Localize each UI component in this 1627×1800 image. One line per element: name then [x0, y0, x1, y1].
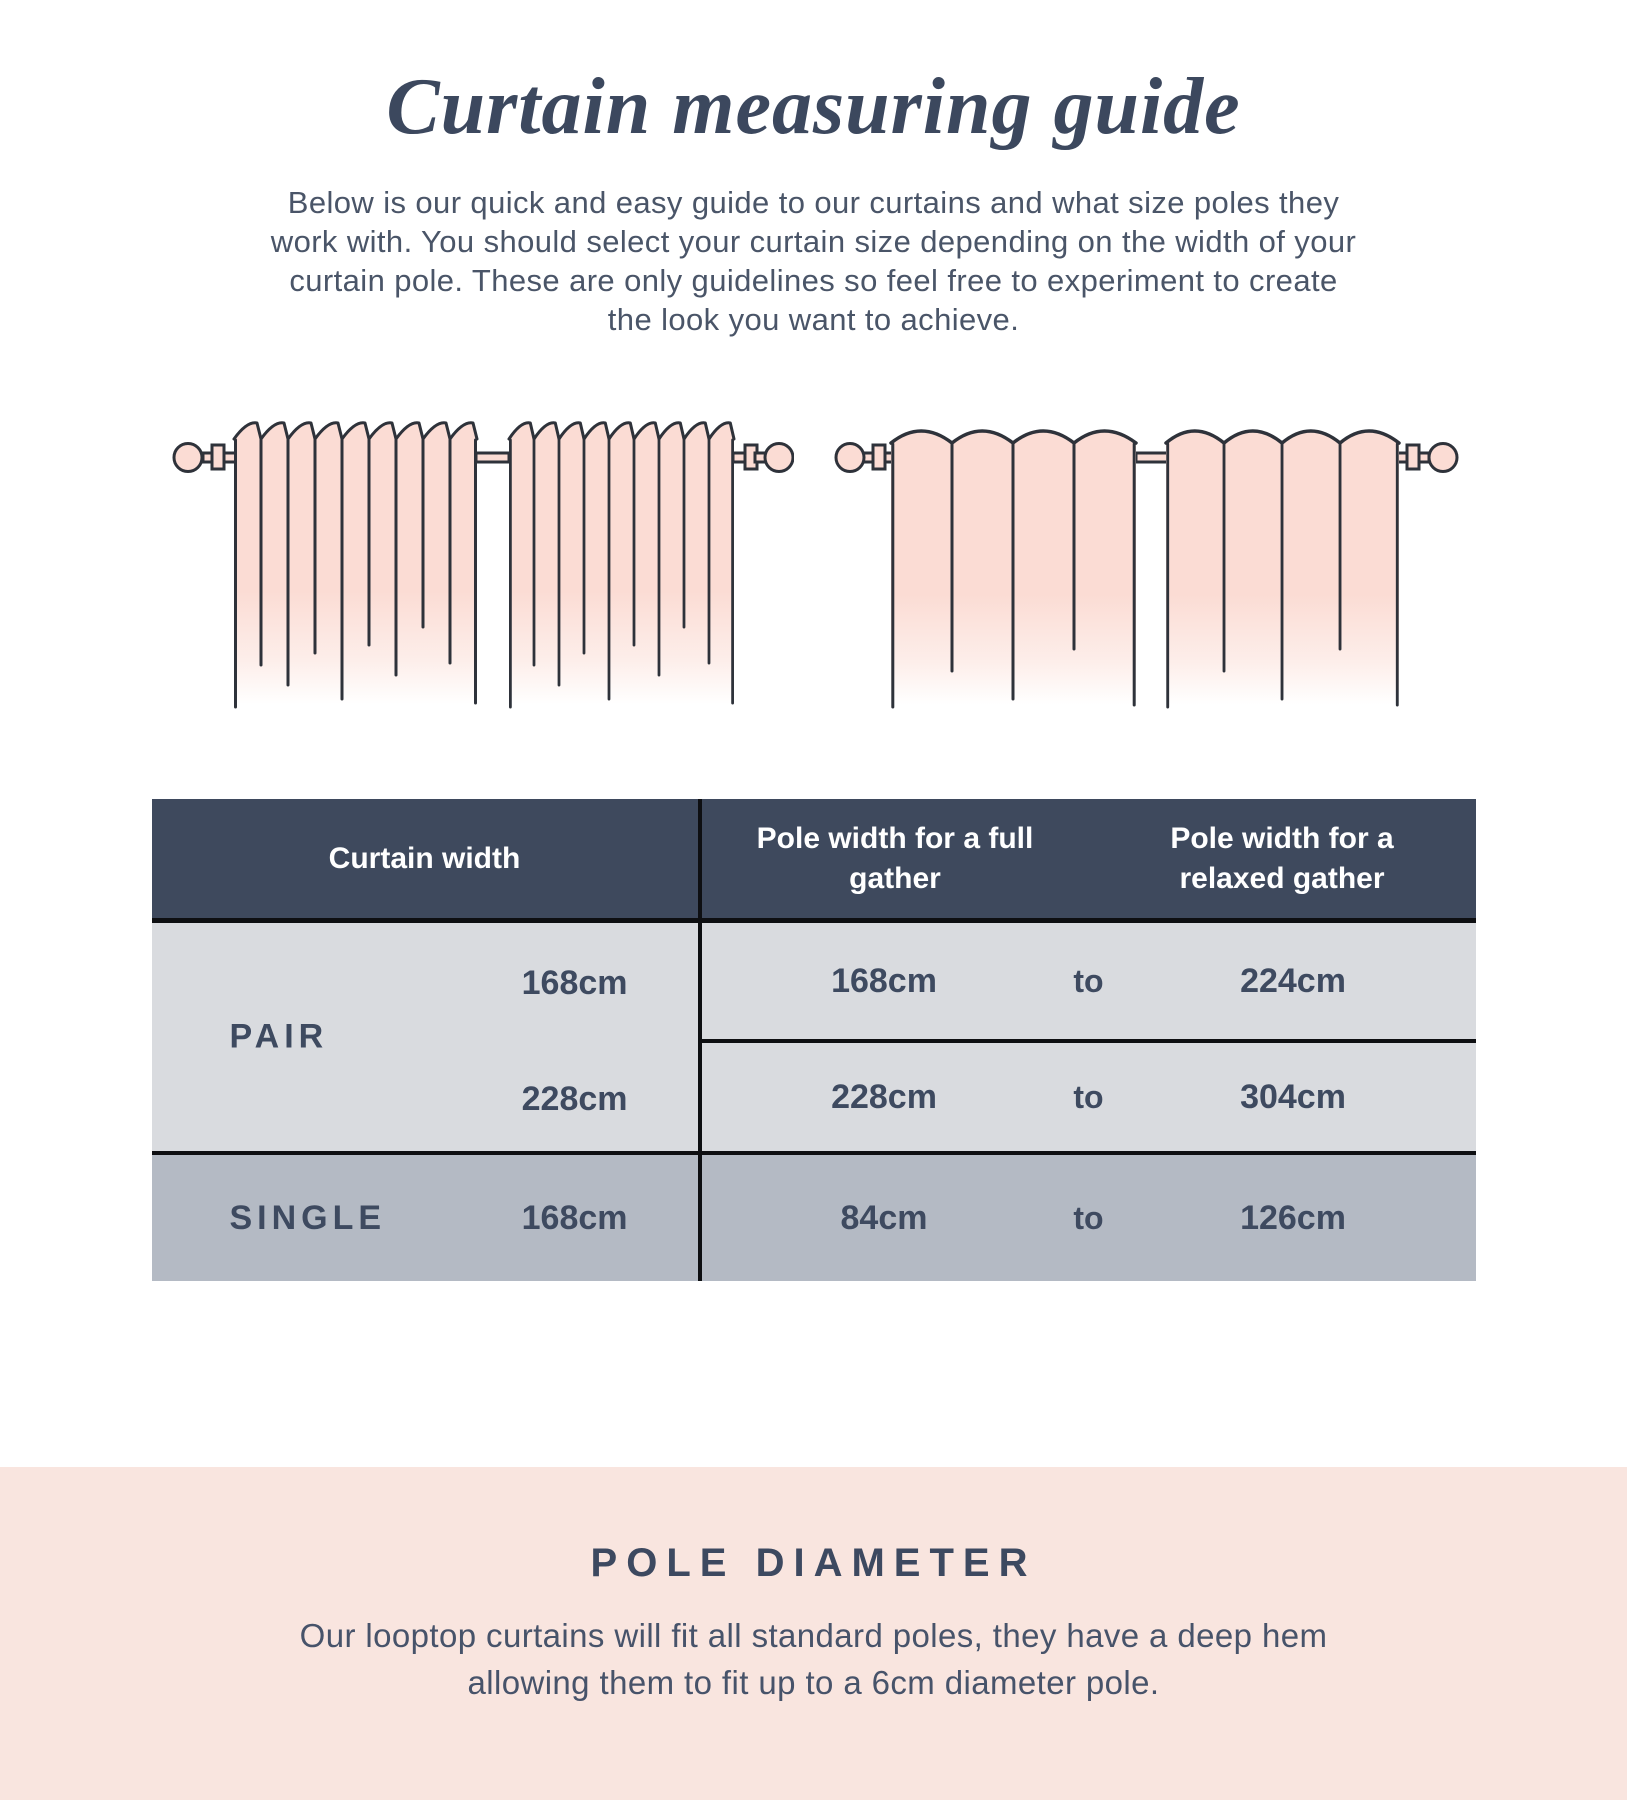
pole-diameter-line: allowing them to fit up to a 6cm diameter pole.	[467, 1664, 1160, 1701]
pole-diameter-section	[0, 1467, 1627, 1800]
page-title: Curtain measuring guide	[386, 63, 1241, 151]
intro-line: Below is our quick and easy guide to our curtains and what size poles they	[287, 185, 1340, 220]
pair-row-2-pole-range	[698, 1043, 1476, 1155]
pole-diameter-paragraph	[189, 1612, 1439, 1706]
pair-group-cell	[152, 923, 698, 1155]
intro-line: work with. You should select your curtain size depending on the width of your	[270, 224, 1357, 259]
intro-line: curtain pole. These are only guidelines so feel free to experiment to create	[289, 263, 1338, 298]
pair-curtain-width-1: 168cm	[521, 963, 628, 1002]
range-joiner: to	[1073, 1199, 1104, 1236]
header-label: Curtain width	[328, 841, 521, 875]
relaxed-gather-curtains-illustration	[834, 413, 1466, 713]
single-group-cell	[152, 1155, 698, 1281]
single-curtain-width: 168cm	[521, 1198, 628, 1237]
intro-line: the look you want to achieve.	[607, 302, 1020, 337]
pole-min: 168cm	[831, 961, 937, 1000]
pole-finial-right	[765, 444, 793, 472]
pole-max: 126cm	[1240, 1198, 1346, 1237]
table-header-full-gather: Pole width for a full gather	[756, 821, 1034, 895]
pole-min: 84cm	[840, 1198, 928, 1237]
pole-max: 224cm	[1240, 961, 1346, 1000]
pole-finial-left	[174, 444, 202, 472]
single-label: SINGLE	[229, 1198, 387, 1237]
pole-finial-left	[836, 444, 864, 472]
curtain-illustrations	[0, 413, 1627, 713]
single-row-pole-range	[698, 1155, 1476, 1281]
pair-curtain-width-2: 228cm	[521, 1079, 628, 1118]
pole-diameter-heading: POLE DIAMETER	[590, 1541, 1037, 1585]
pole-diameter-line: Our looptop curtains will fit all standard poles, they have a deep hem	[299, 1617, 1328, 1654]
pair-row-1-pole-range	[698, 923, 1476, 1043]
intro-paragraph	[144, 183, 1484, 339]
table-header-relaxed-gather: Pole width for a relaxed gather	[1170, 821, 1394, 895]
pole-finial-right	[1429, 444, 1457, 472]
full-gather-curtains-illustration	[162, 413, 794, 713]
table-header-pole-widths	[698, 799, 1476, 923]
range-joiner: to	[1073, 1078, 1104, 1115]
table-header-curtain-width	[152, 799, 698, 923]
pole-max: 304cm	[1240, 1077, 1346, 1116]
pole-min: 228cm	[831, 1077, 937, 1116]
range-joiner: to	[1073, 962, 1104, 999]
size-table	[152, 799, 1476, 1281]
pair-label: PAIR	[229, 1017, 329, 1056]
